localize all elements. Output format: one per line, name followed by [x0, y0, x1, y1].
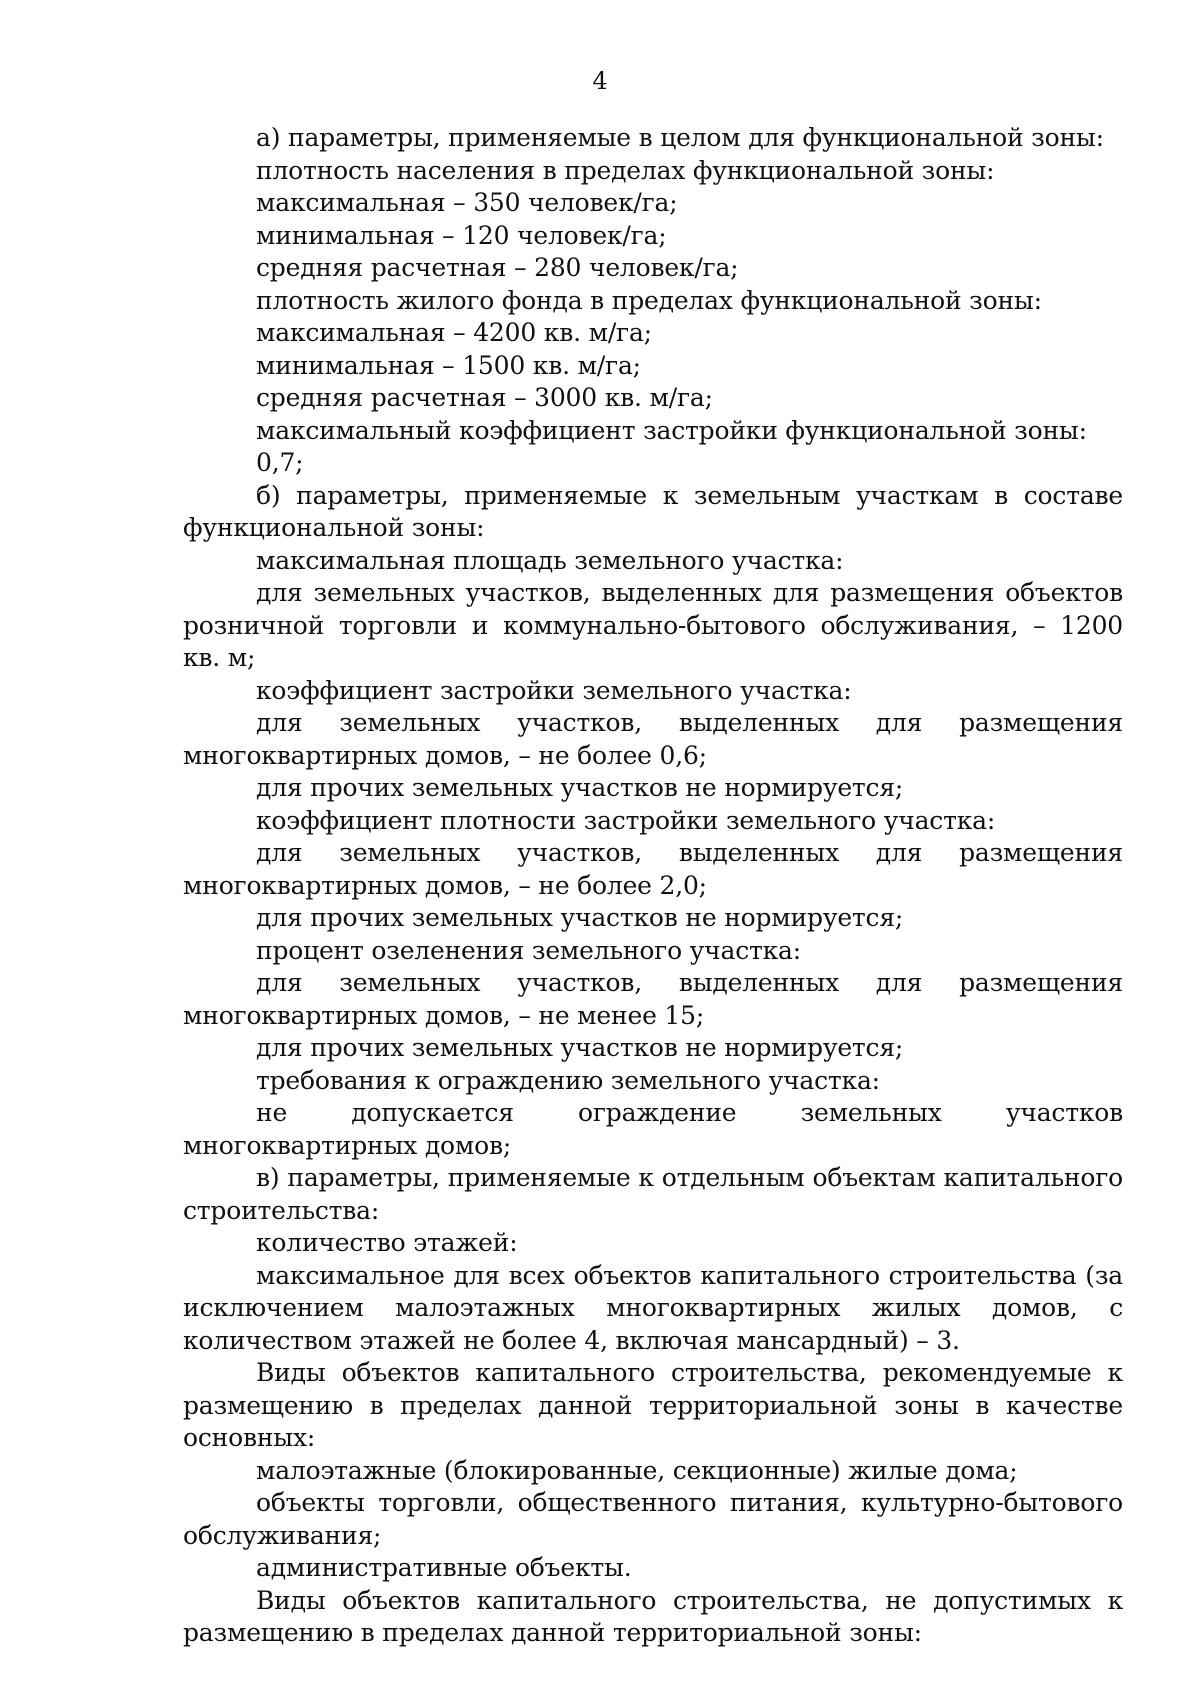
paragraph: для земельных участков, выделенных для размещения объектов розничной торговли и коммунально-бытового обслуживания, – 1200 кв. м;	[183, 578, 1123, 672]
paragraph: максимальное для всех объектов капитального строительства (за исключением малоэтажных многоквартирных жилых домов, с количеством этажей не более 4, включая мансардный) – 3.	[183, 1260, 1123, 1355]
paragraph: для прочих земельных участков не нормируется;	[256, 773, 904, 802]
paragraph: средняя расчетная – 280 человек/га;	[256, 253, 739, 282]
paragraph: не допускается ограждение земельных участков многоквартирных домов;	[183, 1098, 1123, 1160]
paragraph: объекты торговли, общественного питания, культурно-бытового обслуживания;	[183, 1488, 1123, 1550]
paragraph: для земельных участков, выделенных для размещения многоквартирных домов, – не более 2,0;	[183, 838, 1123, 900]
paragraph: плотность жилого фонда в пределах функциональной зоны:	[256, 285, 1042, 315]
document-body	[183, 122, 1123, 1650]
paragraph: количество этажей:	[256, 1228, 518, 1257]
paragraph: для прочих земельных участков не нормируется;	[256, 903, 904, 932]
paragraph: в) параметры, применяемые к отдельным объектам капитального строительства:	[183, 1163, 1123, 1225]
paragraph: средняя расчетная – 3000 кв. м/га;	[256, 383, 713, 412]
paragraph: максимальная площадь земельного участка:	[256, 545, 844, 575]
paragraph: административные объекты.	[256, 1553, 632, 1582]
paragraph: а) параметры, применяемые в целом для функциональной зоны:	[256, 123, 1104, 152]
paragraph: б) параметры, применяемые к земельным участкам в составе функциональной зоны:	[183, 480, 1123, 542]
paragraph: максимальная – 4200 кв. м/га;	[256, 318, 652, 347]
paragraph: требования к ограждению земельного участка:	[256, 1065, 880, 1095]
paragraph: минимальная – 1500 кв. м/га;	[256, 350, 641, 380]
paragraph: для земельных участков, выделенных для размещения многоквартирных домов, – не менее 15;	[183, 968, 1123, 1030]
paragraph: коэффициент плотности застройки земельного участка:	[256, 805, 996, 835]
paragraph: Виды объектов капитального строительства, рекомендуемые к размещению в пределах данной территориальной зоны в качестве основных:	[183, 1358, 1123, 1452]
paragraph: малоэтажные (блокированные, секционные) жилые дома;	[256, 1455, 1018, 1485]
paragraph: Виды объектов капитального строительства, не допустимых к размещению в пределах данной территориальной зоны:	[183, 1585, 1123, 1647]
paragraph: коэффициент застройки земельного участка:	[256, 675, 852, 705]
paragraph: минимальная – 120 человек/га;	[256, 220, 667, 250]
paragraph: максимальный коэффициент застройки функциональной зоны:	[256, 415, 1087, 445]
page-number: 4	[592, 67, 608, 95]
paragraph: плотность населения в пределах функциональной зоны:	[256, 155, 995, 185]
paragraph: для земельных участков, выделенных для размещения многоквартирных домов, – не более 0,6;	[183, 708, 1123, 770]
paragraph: 0,7;	[256, 448, 304, 477]
paragraph: для прочих земельных участков не нормируется;	[256, 1033, 904, 1062]
paragraph: процент озеленения земельного участка:	[256, 935, 801, 965]
paragraph: максимальная – 350 человек/га;	[256, 188, 678, 217]
